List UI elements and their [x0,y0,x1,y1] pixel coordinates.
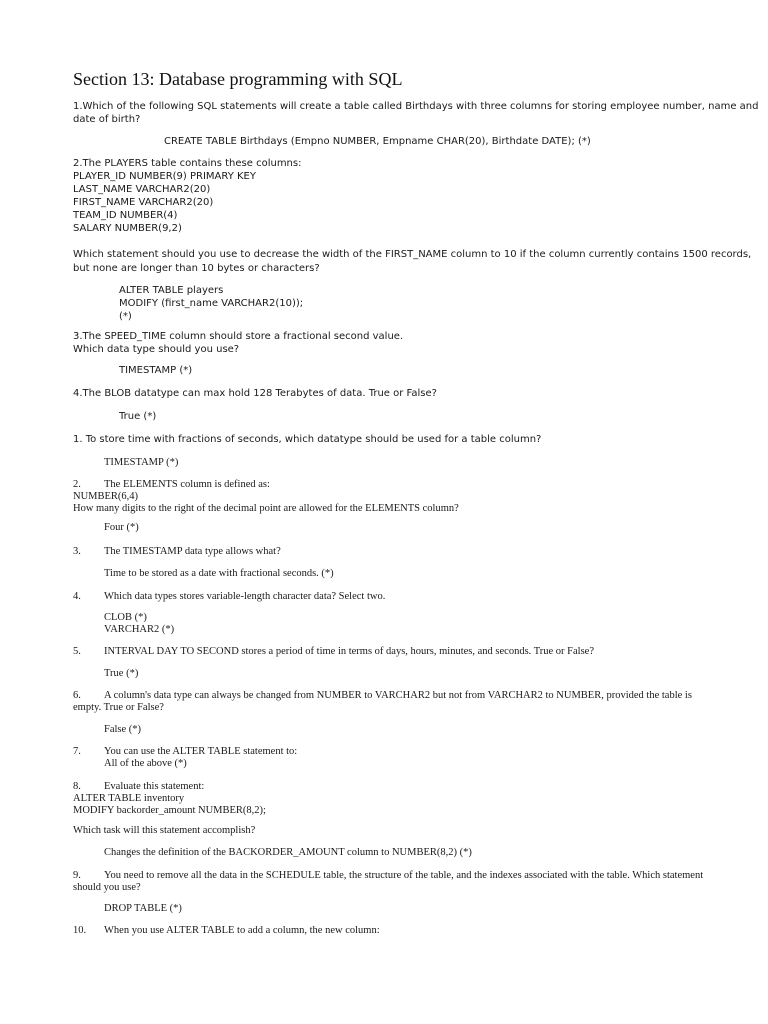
question-2-prompt [73,248,752,276]
answer-3 [119,364,744,377]
answer-p2-1 [104,457,729,469]
column-definition: LAST_NAME VARCHAR2(20) [73,184,211,195]
question-p2-2 [73,479,698,515]
question-number: 4. [73,591,81,602]
question-p2-7 [73,746,698,758]
question-text: date of birth? [73,114,141,125]
question-text: Which task will this statement accomplish? [73,825,256,836]
question-text: 4.The BLOB datatype can max hold 128 Terabytes of data. True or False? [73,388,437,399]
answer-p2-2 [104,522,729,534]
question-text: empty. True or False? [73,702,164,713]
answer-text: Time to be stored as a date with fractional seconds. (*) [104,568,334,579]
answer-text: CREATE TABLE Birthdays (Empno NUMBER, Empname CHAR(20), Birthdate DATE); (*) [164,136,591,147]
question-text: 1.Which of the following SQL statements will create a table called Birthdays with three columns for storing employee number, name and [73,101,759,112]
question-text: How many digits to the right of the decimal point are allowed for the ELEMENTS column? [73,503,459,514]
answer-p2-3 [104,568,729,580]
question-number: 10. [73,925,87,936]
question-text: NUMBER(6,4) [73,491,139,502]
answer-text: TIMESTAMP (*) [104,457,179,468]
question-text: When you use ALTER TABLE to add a column, the new column: [104,925,380,936]
question-text: Which data type should you use? [73,344,240,355]
question-p2-6 [73,690,698,714]
column-definition: SALARY NUMBER(9,2) [73,223,182,234]
question-text: The TIMESTAMP data type allows what? [104,546,281,557]
question-number: 3. [73,546,81,557]
answer-p2-4 [104,612,729,636]
question-text: 3.The SPEED_TIME column should store a fractional second value. [73,331,404,342]
question-text: 1. To store time with fractions of seconds, which datatype should be used for a table column? [73,434,542,445]
question-text: but none are longer than 10 bytes or characters? [73,263,320,274]
answer-p2-6 [104,724,729,736]
question-text: You need to remove all the data in the SCHEDULE table, the structure of the table, and the indexes associated with the table. Which statement [104,870,704,881]
question-number: 9. [73,870,81,881]
answer-text: Four (*) [104,522,139,533]
question-3 [73,330,698,356]
answer-2 [119,284,744,323]
question-text: 2.The PLAYERS table contains these columns: [73,158,302,169]
question-number: 8. [73,781,81,792]
question-p2-9 [73,870,704,894]
answer-text: VARCHAR2 (*) [104,624,175,635]
answer-text: DROP TABLE (*) [104,903,182,914]
question-2 [73,157,698,235]
question-number: 5. [73,646,81,657]
sql-statement: ALTER TABLE inventory [73,793,185,804]
answer-text: CLOB (*) [104,612,147,623]
answer-text: TIMESTAMP (*) [119,365,193,376]
sql-statement: MODIFY backorder_amount NUMBER(8,2); [73,805,266,816]
answer-text: All of the above (*) [104,758,187,769]
answer-p2-8 [104,847,729,859]
question-p2-1 [73,433,698,446]
column-definition: FIRST_NAME VARCHAR2(20) [73,197,214,208]
answer-text: True (*) [104,668,139,679]
answer-text: MODIFY (first_name VARCHAR2(10)); [119,298,304,309]
question-text: Which statement should you use to decrease the width of the FIRST_NAME column to 10 if the column currently contains 1500 records, [73,249,752,260]
answer-p2-7 [104,758,729,770]
question-number: 6. [73,690,81,701]
question-text: A column's data type can always be changed from NUMBER to VARCHAR2 but not from VARCHAR2 to NUMBER, provided the table is [104,690,692,701]
question-p2-4 [73,591,698,603]
question-p2-10 [73,925,698,937]
question-number: 2. [73,479,81,490]
answer-text: False (*) [104,724,142,735]
question-p2-3 [73,546,698,558]
answer-text: ALTER TABLE players [119,285,224,296]
answer-text: True (*) [119,411,157,422]
answer-text: Changes the definition of the BACKORDER_AMOUNT column to NUMBER(8,2) (*) [104,847,472,858]
answer-p2-5 [104,668,729,680]
page-title: Section 13: Database programming with SQL [73,69,403,89]
question-4 [73,387,698,400]
question-p2-8 [73,781,698,817]
answer-1 [164,135,768,148]
question-text: The ELEMENTS column is defined as: [104,479,270,490]
question-text: should you use? [73,882,141,893]
question-number: 7. [73,746,81,757]
question-1 [73,100,759,126]
answer-text: (*) [119,311,132,322]
column-definition: PLAYER_ID NUMBER(9) PRIMARY KEY [73,171,256,182]
question-text: INTERVAL DAY TO SECOND stores a period of time in terms of days, hours, minutes, and seconds. True or False? [104,646,594,657]
answer-p2-9 [104,903,729,915]
question-text: Evaluate this statement: [104,781,205,792]
column-definition: TEAM_ID NUMBER(4) [73,210,178,221]
question-p2-5 [73,646,698,658]
answer-4 [119,410,744,423]
question-text: You can use the ALTER TABLE statement to: [104,746,298,757]
question-text: Which data types stores variable-length character data? Select two. [104,591,386,602]
question-p2-8-prompt [73,825,698,837]
